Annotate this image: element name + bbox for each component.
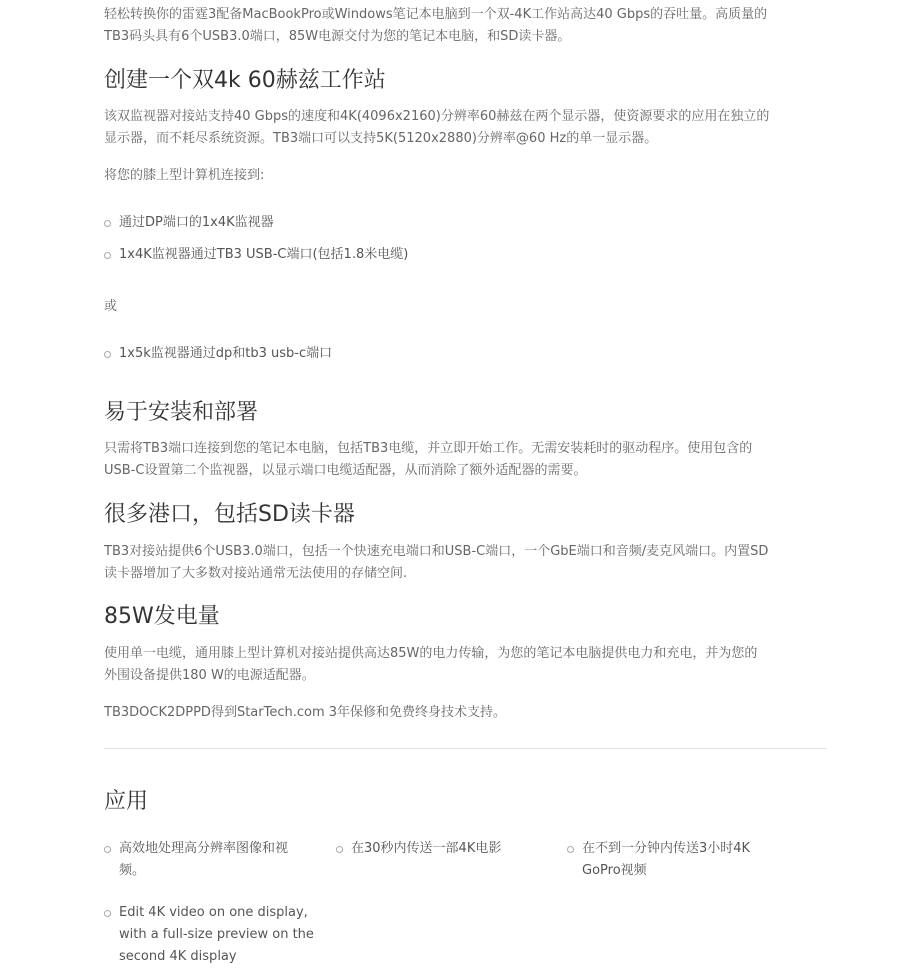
warranty-note: TB3DOCK2DPPD得到StarTech.com 3年保修和免费终身技术支持。 <box>104 705 507 720</box>
install-line-1: 只需将TB3端口连接到您的笔记本电脑，包括TB3电缆，并立即开始工作。无需安装耗时的驱动程序。使用包含的 <box>104 441 753 456</box>
list-item <box>104 244 704 266</box>
list-item <box>104 212 704 234</box>
ports-paragraph <box>104 541 827 585</box>
dual-4k-paragraph <box>104 106 827 150</box>
application-item <box>104 838 329 882</box>
application-item <box>336 838 561 860</box>
power-line-1: 使用单一电缆，通用膝上型计算机对接站提供高达85W的电力传输，为您的笔记本电脑提供电力和充电，并为您的 <box>104 646 758 661</box>
list-item-text: 1x5k监视器通过dp和tb3 usb-c端口 <box>119 346 333 361</box>
power-line-2: 外围设备提供180 W的电源适配器。 <box>104 668 315 683</box>
install-heading: 易于安装和部署 <box>104 400 259 425</box>
circle-bullet-icon <box>104 910 111 917</box>
application-text-line: GoPro视频 <box>582 863 647 878</box>
application-text-line: 高效地处理高分辨率图像和视 <box>119 841 289 856</box>
application-text-line: with a full-size preview on the <box>119 927 314 942</box>
application-text-line: 在30秒内传送一部4K电影 <box>351 841 502 856</box>
monitor-options-list-a <box>104 212 704 266</box>
application-text-line: second 4K display <box>119 949 237 964</box>
application-text-line: 在不到一分钟内传送3小时4K <box>582 841 751 856</box>
application-item <box>104 902 329 968</box>
monitor-options-list-b <box>104 343 704 365</box>
intro-line-2: TB3码头具有6个USB3.0端口，85W电源交付为您的笔记本电脑，和SD读卡器。 <box>104 29 571 44</box>
circle-bullet-icon <box>336 846 343 853</box>
section-divider <box>104 748 827 749</box>
list-item-text: 1x4K监视器通过TB3 USB-C端口(包括1.8米电缆) <box>119 247 409 262</box>
dual-4k-line-2: 显示器，而不耗尽系统资源。TB3端口可以支持5K(5120x2880)分辨率@60 Hz的单一显示器。 <box>104 131 658 146</box>
list-item <box>104 343 704 365</box>
circle-bullet-icon <box>104 351 111 358</box>
install-paragraph <box>104 438 827 482</box>
dual-4k-line-1: 该双监视器对接站支持40 Gbps的速度和4K(4096x2160)分辨率60赫兹在两个显示器，使资源要求的应用在独立的 <box>104 109 770 124</box>
ports-line-1: TB3对接站提供6个USB3.0端口，包括一个快速充电端口和USB-C端口，一个GbE端口和音频/麦克风端口。内置SD <box>104 544 769 559</box>
circle-bullet-icon <box>104 846 111 853</box>
circle-bullet-icon <box>104 220 111 227</box>
intro-paragraph <box>104 4 827 48</box>
ports-line-2: 读卡器增加了大多数对接站通常无法使用的存储空间. <box>104 566 408 581</box>
ports-heading: 很多港口，包括SD读卡器 <box>104 502 355 527</box>
list-item-text: 通过DP端口的1x4K监视器 <box>119 215 274 230</box>
application-text-line: 频。 <box>119 863 146 878</box>
applications-heading: 应用 <box>104 789 149 814</box>
install-line-2: USB-C设置第二个监视器，以显示端口电缆适配器，从而消除了额外适配器的需要。 <box>104 463 587 478</box>
application-item <box>567 838 792 882</box>
circle-bullet-icon <box>567 846 574 853</box>
power-heading: 85W发电量 <box>104 604 220 629</box>
intro-line-1: 轻松转换你的雷霆3配备MacBookPro或Windows笔记本电脑到一个双-4K工作站高达40 Gbps的吞吐量。高质量的 <box>104 7 768 22</box>
connect-label: 将您的膝上型计算机连接到: <box>104 168 265 183</box>
circle-bullet-icon <box>104 252 111 259</box>
or-label: 或 <box>104 299 118 314</box>
application-text-line: Edit 4K video on one display, <box>119 905 308 920</box>
dual-4k-heading: 创建一个双4k 60赫兹工作站 <box>104 68 386 93</box>
power-paragraph <box>104 643 827 687</box>
